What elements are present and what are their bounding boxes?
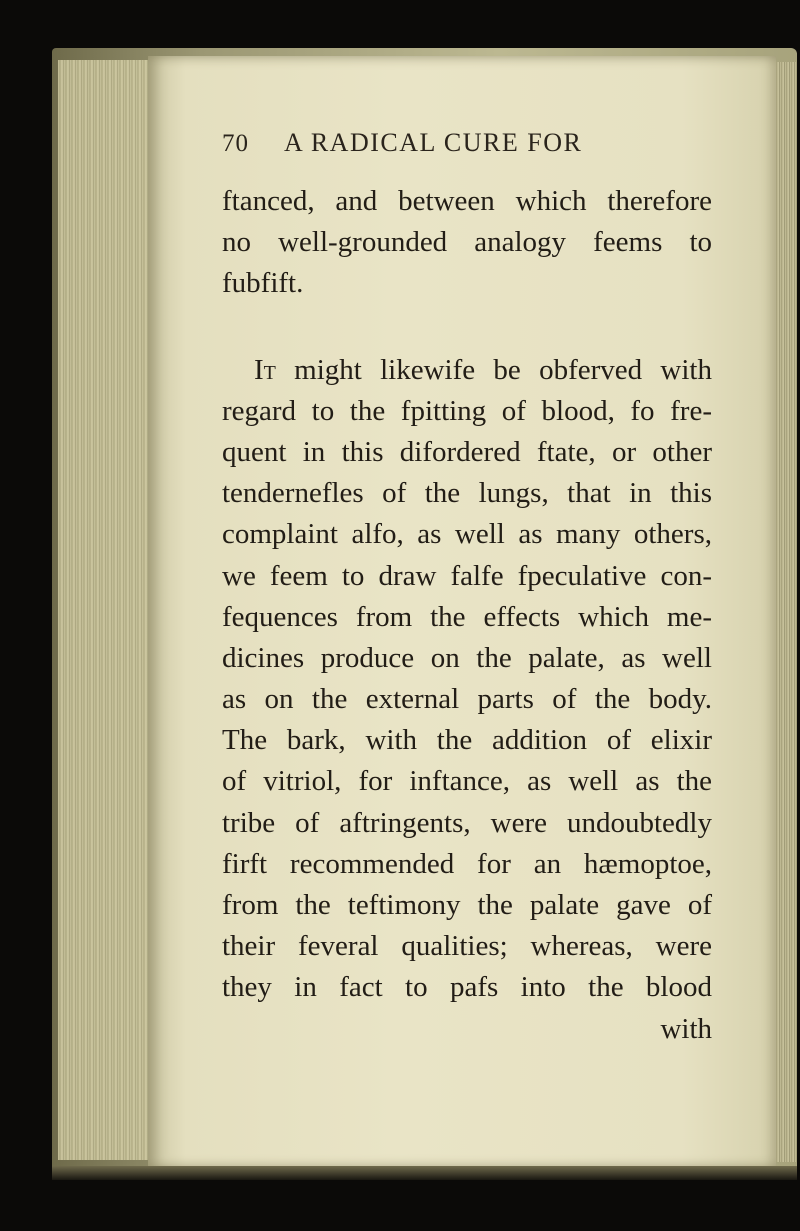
text-line: no well-grounded analogy feems to: [222, 226, 712, 259]
text-line: dicines produce on the palate, as well: [222, 641, 712, 674]
page-header: [222, 127, 582, 158]
page-edges-left: [58, 60, 153, 1160]
text-line: The bark, with the addition of elixir: [222, 724, 712, 757]
page-number: 70: [222, 130, 249, 157]
text-line: fequences from the effects which me-: [222, 600, 712, 633]
text-line: tribe of aftringents, were undoubtedly: [222, 806, 712, 839]
text-line: tendernefles of the lungs, that in this: [222, 477, 712, 510]
text-line: firft recommended for an hæmoptoe,: [222, 847, 712, 880]
text-line: complaint alfo, as well as many others,: [222, 518, 712, 551]
text-line: their feveral qualities; whereas, were: [222, 930, 712, 963]
text-line: regard to the fpitting of blood, fo fre-: [222, 394, 712, 427]
text-line: as on the external parts of the body.: [222, 683, 712, 716]
running-head: A RADICAL CURE FOR: [284, 128, 583, 157]
text-line: from the teftimony the palate gave of: [222, 889, 712, 921]
paragraph-first-line: [222, 350, 712, 391]
body-text: [222, 181, 712, 1050]
catchword: with: [660, 1012, 712, 1045]
text-line: we feem to draw falfe fpeculative con-: [222, 559, 712, 592]
first-line-rest: might likewife be obferved with: [275, 353, 712, 386]
text-line: of vitriol, for inftance, as well as the: [222, 765, 712, 798]
paragraph-gap: [222, 305, 712, 350]
text-line: ftanced, and between which therefore: [222, 185, 712, 217]
text-line: they in fact to pafs into the blood: [222, 971, 712, 1004]
text-line: fubfift.: [222, 267, 304, 300]
text-line: quent in this difordered ftate, or other: [222, 435, 712, 468]
drop-word: It: [254, 353, 276, 386]
book-bottom-edge: [52, 1166, 797, 1180]
